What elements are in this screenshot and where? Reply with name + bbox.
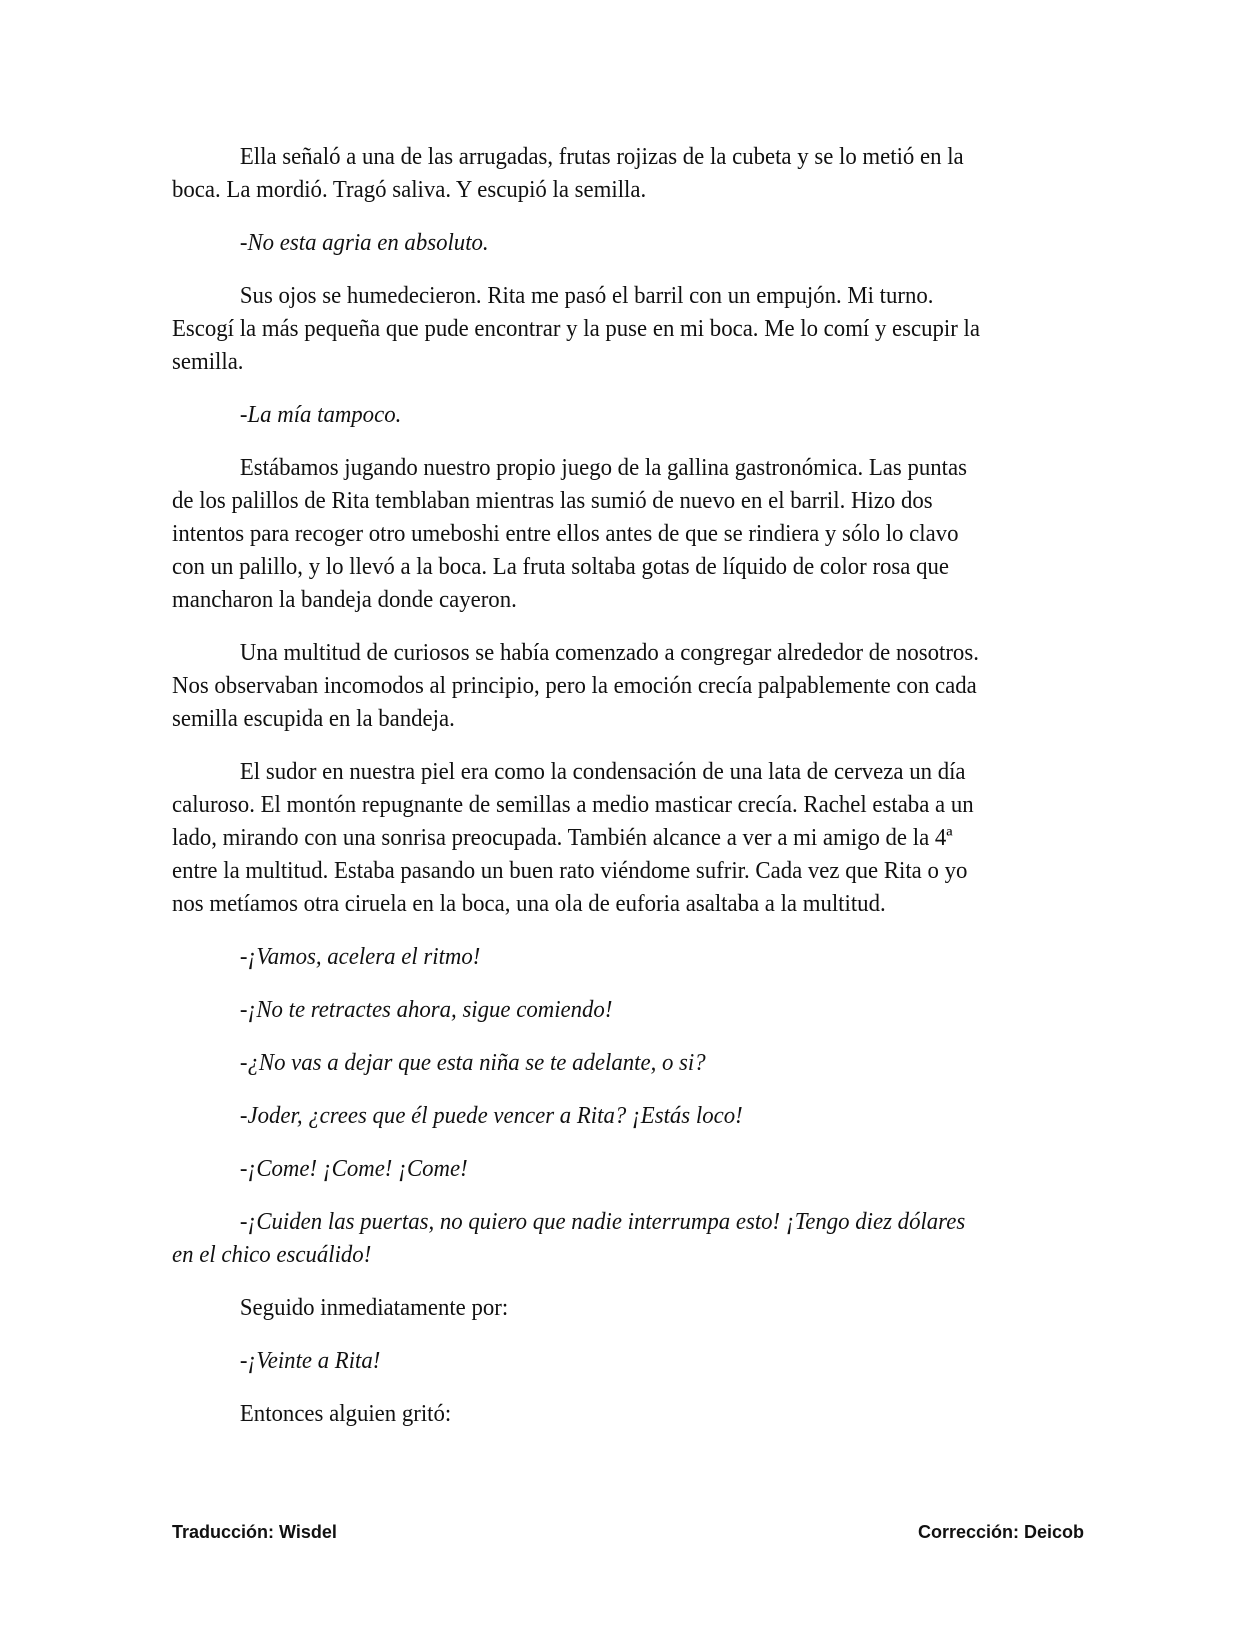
page-footer [172, 1522, 1084, 1543]
translator-credit: Traducción: Wisdel [172, 1522, 337, 1542]
paragraph: Estábamos jugando nuestro propio juego de la gallina gastronómica. Las puntas de los palillos de Rita temblaban mientras las sumió de nuevo en el barril. Hizo dos intentos para recoger otro umeboshi entre ellos antes de que se rindiera y sólo lo clavo con un palillo, y lo llevó a la boca. La fruta soltaba gotas de líquido de color rosa que mancharon la bandeja donde cayeron. [172, 454, 967, 613]
paragraph: El sudor en nuestra piel era como la condensación de una lata de cerveza un día caluroso. El montón repugnante de semillas a medio masticar crecía. Rachel estaba a un lado, mirando con una sonrisa preocupada. También alcance a ver a mi amigo de la 4ª entre la multitud. Estaba pasando un buen rato viéndome sufrir. Cada vez que Rita o yo nos metíamos otra ciruela en la boca, una ola de euforia asaltaba a la multitud. [172, 758, 974, 917]
dialogue-line: -¿No vas a dejar que esta niña se te adelante, o si? [239, 1049, 706, 1076]
dialogue-line: -¡No te retractes ahora, sigue comiendo! [239, 996, 613, 1023]
paragraph: Seguido inmediatamente por: [239, 1294, 509, 1321]
dialogue-line: -¡Vamos, acelera el ritmo! [239, 943, 481, 970]
dialogue-line: -Joder, ¿crees que él puede vencer a Rita? ¡Estás loco! [239, 1102, 743, 1129]
dialogue-line: -¡Veinte a Rita! [239, 1347, 381, 1374]
dialogue-line: -¡Come! ¡Come! ¡Come! [239, 1155, 468, 1182]
dialogue-line: -No esta agria en absoluto. [239, 229, 489, 256]
dialogue-line: -La mía tampoco. [239, 401, 402, 428]
paragraph: Sus ojos se humedecieron. Rita me pasó el barril con un empujón. Mi turno. Escogí la más pequeña que pude encontrar y la puse en mi boca. Me lo comí y escupir la semilla. [172, 282, 980, 375]
body-text [172, 140, 981, 1450]
paragraph: Una multitud de curiosos se había comenzado a congregar alrededor de nosotros. Nos observaban incomodos al principio, pero la emoción crecía palpablemente con cada semilla escupida en la bandeja. [172, 639, 979, 732]
dialogue-line: -¡Cuiden las puertas, no quiero que nadie interrumpa esto! ¡Tengo diez dólares en el chico escuálido! [172, 1208, 966, 1268]
paragraph: Ella señaló a una de las arrugadas, frutas rojizas de la cubeta y se lo metió en la boca. La mordió. Tragó saliva. Y escupió la semilla. [172, 143, 964, 203]
paragraph: Entonces alguien gritó: [239, 1400, 452, 1427]
proofreader-credit: Corrección: Deicob [917, 1522, 1084, 1542]
